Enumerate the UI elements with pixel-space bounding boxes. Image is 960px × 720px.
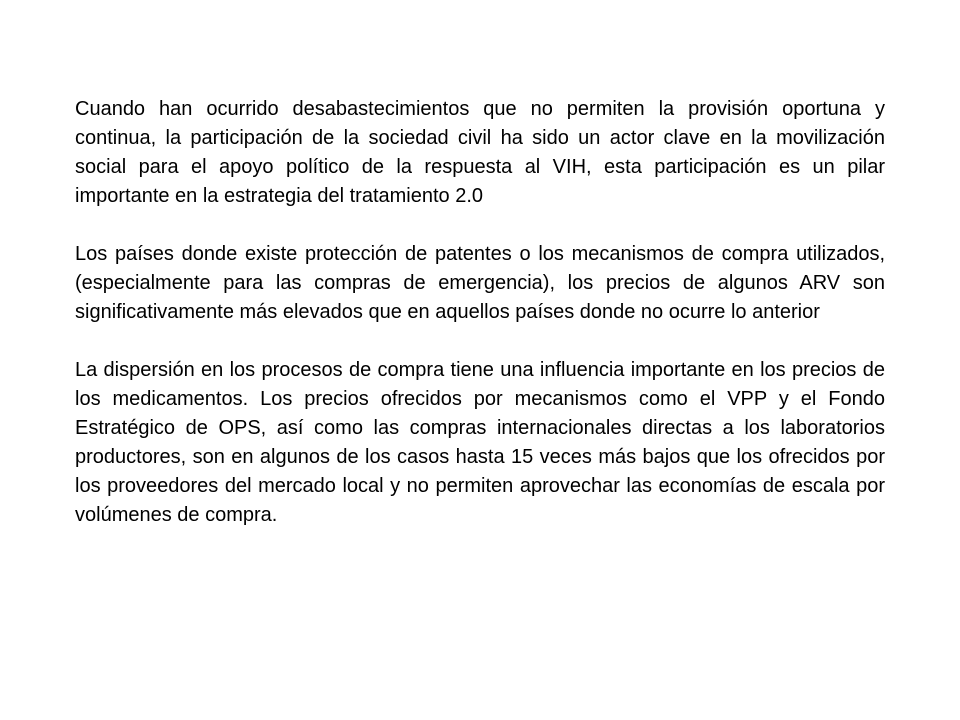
paragraph-civil-society: Cuando han ocurrido desabastecimientos que no permiten la provisión oportuna y continua, la participación de la sociedad civil ha sido un actor clave en la movilización social para el apoyo político de la respuesta al VIH, esta participación es un pilar importante en la estrategia del tratamiento 2.0 [75, 98, 885, 207]
paragraph-patents-prices: Los países donde existe protección de patentes o los mecanismos de compra utilizados, (especialmente para las compras de emergencia), los precios de algunos ARV son significativamente más elevados que en aquellos países donde no ocurre lo anterior [75, 243, 885, 323]
body-text [75, 95, 885, 530]
paragraph-procurement-dispersion: La dispersión en los procesos de compra tiene una influencia importante en los precios de los medicamentos. Los precios ofrecidos por mecanismos como el VPP y el Fondo Estratégico de OPS, así como las compras internacionales directas a los laboratorios productores, son en algunos de los casos hasta 15 veces más bajos que los ofrecidos por los proveedores del mercado local y no permiten aprovechar las economías de escala por volúmenes de compra. [75, 359, 885, 526]
